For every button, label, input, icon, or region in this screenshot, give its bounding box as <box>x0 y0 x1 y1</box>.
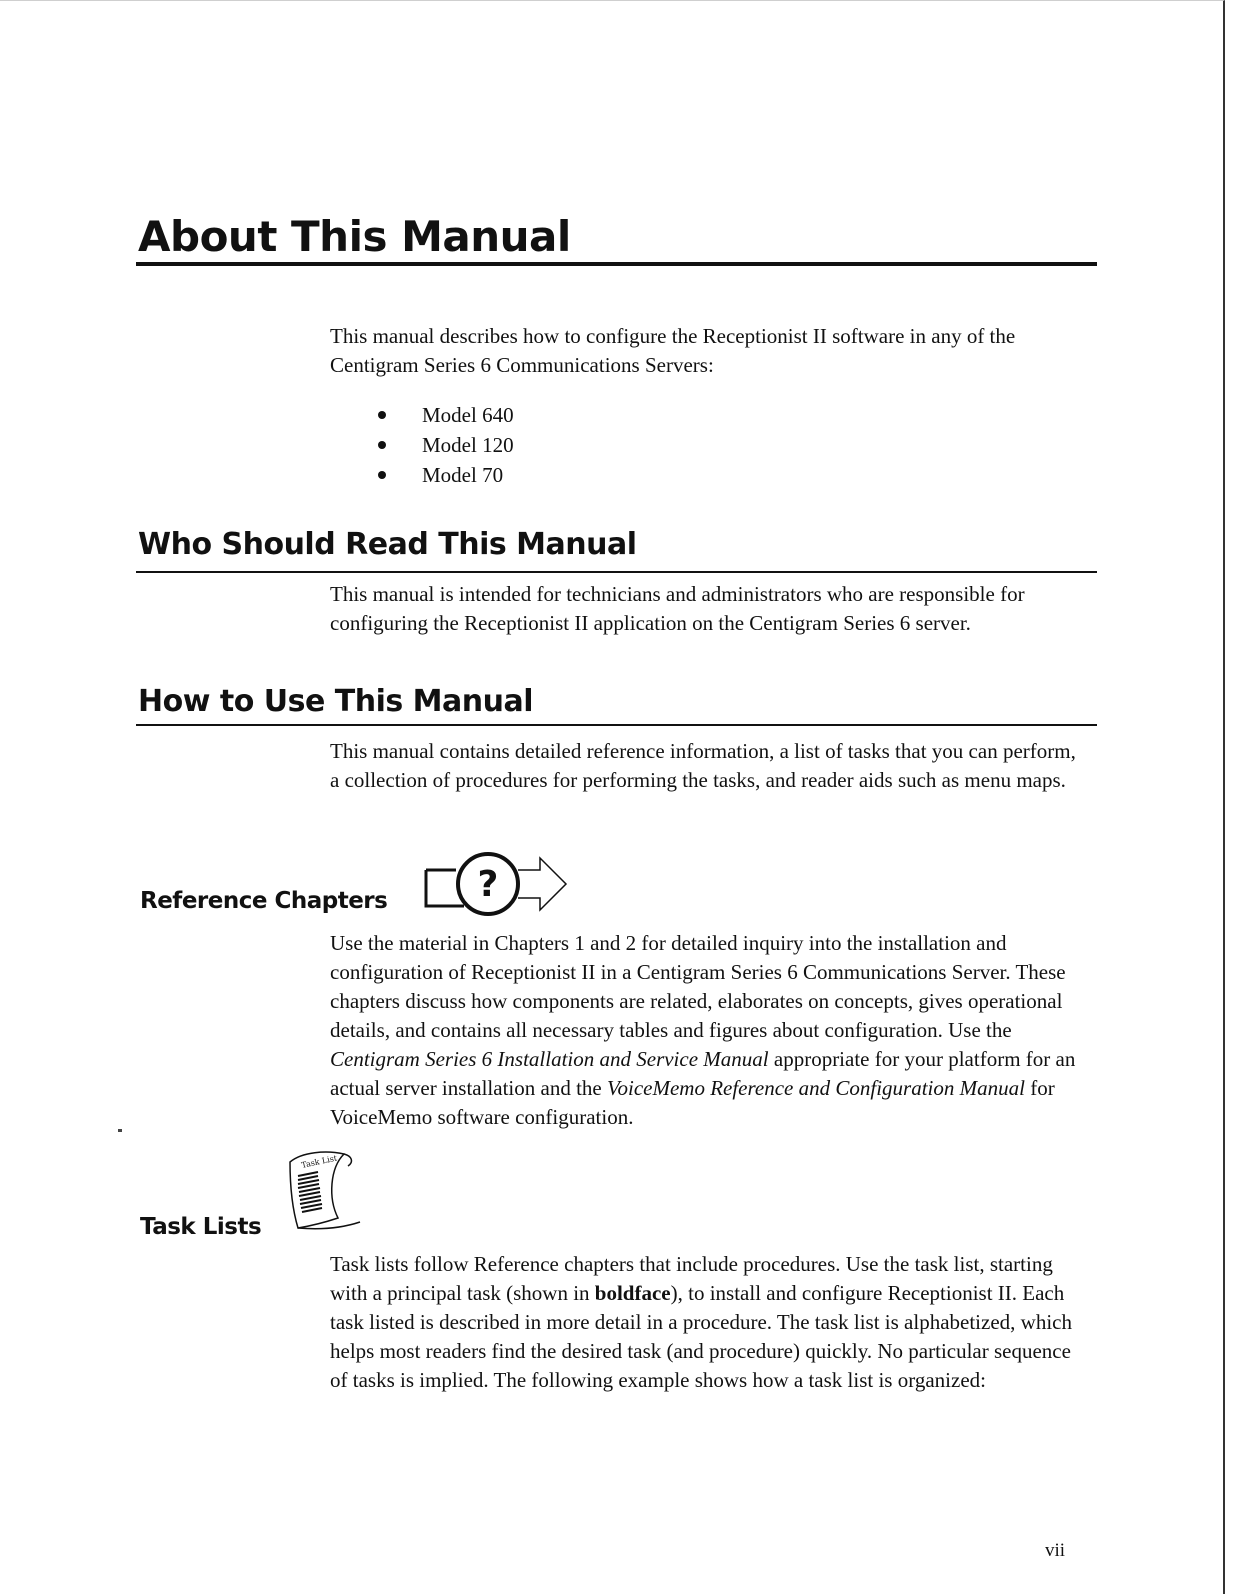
bullet-icon <box>378 411 386 419</box>
scan-speck <box>118 1129 122 1132</box>
bullet-icon <box>378 441 386 449</box>
svg-text:?: ? <box>477 864 499 905</box>
page-number: vii <box>1045 1540 1066 1561</box>
title-rule <box>136 262 1097 266</box>
how-paragraph: This manual contains detailed reference information, a list of tasks that you can perform, a collection of procedures for performing the tasks, and reader aids such as menu maps. <box>330 739 1076 792</box>
voicememo-manual-title: VoiceMemo Reference and Configuration Manual <box>606 1076 1025 1100</box>
tasks-paragraph: Task lists follow Reference chapters that include procedures. Use the task list, starting with a principal task (shown in boldface), to install and configure Receptionist II. Each task listed is described in more detail in a procedure. The task list is alphabetized, which helps most readers find the desired task (and procedure) quickly. No particular sequence of tasks is implied. The following example shows how a task list is organized: <box>330 1252 1072 1392</box>
list-item: Model 640 <box>378 400 514 430</box>
installation-manual-title: Centigram Series 6 Installation and Service Manual <box>330 1047 769 1071</box>
how-rule <box>136 724 1097 726</box>
who-paragraph: This manual is intended for technicians and administrators who are responsible for configuring the Receptionist II application on the Centigram Series 6 server. <box>330 582 1025 635</box>
reference-paragraph: Use the material in Chapters 1 and 2 for detailed inquiry into the installation and configuration of Receptionist II in a Centigram Series 6 Communications Server. These chapters discuss how components are related, elaborates on concepts, gives operational details, and contains all necessary tables and figures about configuration. Use the Centigram Series 6 Installation and Service Manual appropriate for your platform for an actual server installation and the VoiceMemo Reference and Configuration Manual for VoiceMemo software configuration. <box>330 931 1076 1129</box>
question-arrow-icon <box>418 848 573 918</box>
intro-paragraph: This manual describes how to configure the Receptionist II software in any of the Centigram Series 6 Communications Servers: <box>330 324 1016 377</box>
page-title: About This Manual <box>138 212 571 261</box>
task-list-label: Task List <box>300 1153 338 1170</box>
boldface-example: boldface <box>594 1281 671 1305</box>
model-list <box>378 400 514 490</box>
task-list-scroll-icon <box>282 1148 370 1234</box>
tasks-heading: Task Lists <box>140 1214 262 1240</box>
list-item: Model 120 <box>378 430 514 460</box>
who-heading: Who Should Read This Manual <box>138 527 637 562</box>
who-rule <box>136 571 1097 573</box>
bullet-icon <box>378 471 386 479</box>
list-item: Model 70 <box>378 460 514 490</box>
reference-heading: Reference Chapters <box>140 888 388 914</box>
how-heading: How to Use This Manual <box>138 684 534 719</box>
